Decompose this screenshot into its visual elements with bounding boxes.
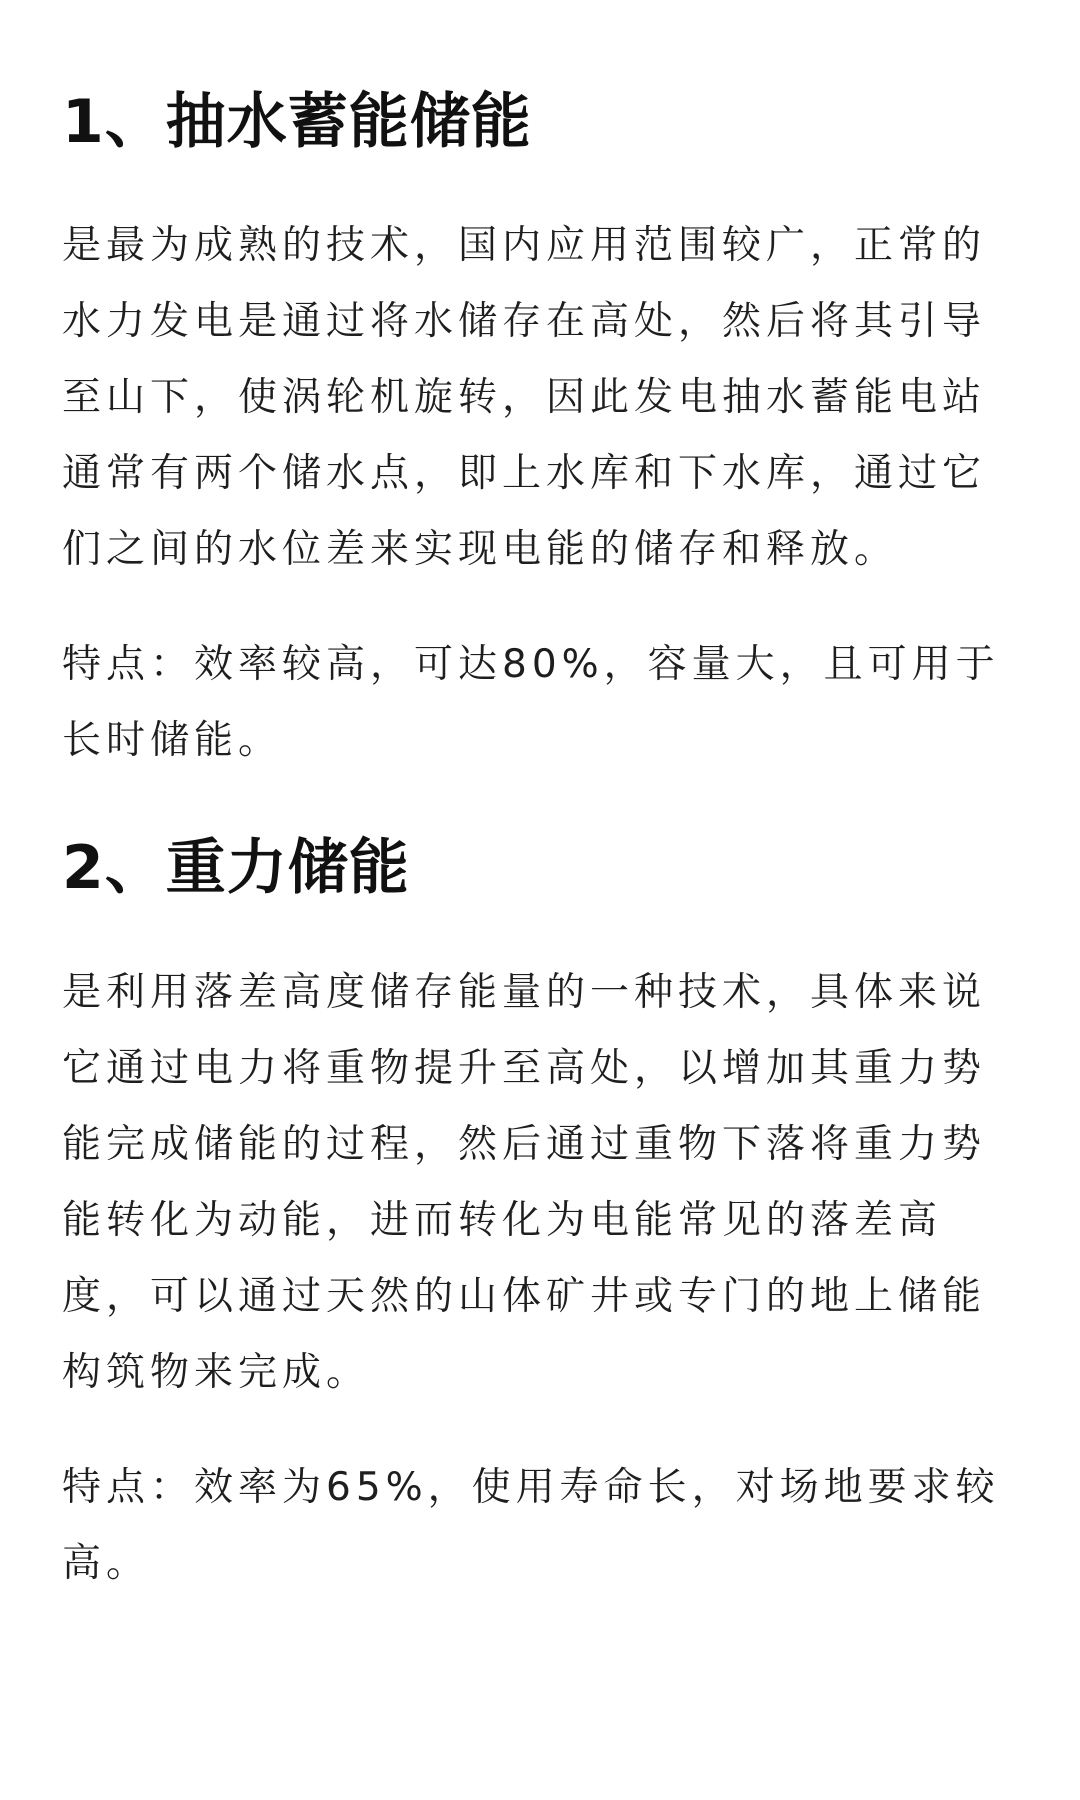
- section-body-pumped-storage: 是最为成熟的技术，国内应用范围较广，正常的水力发电是通过将水储存在高处，然后将其引导至山下，使涡轮机旋转，因此发电抽水蓄能电站通常有两个储水点，即上水库和下水库，通过它们之间的水位差来实现电能的储存和释放。: [62, 223, 987, 572]
- section-title-gravity-storage: 2、重力储能: [62, 833, 410, 903]
- section-body-gravity-storage: 是利用落差高度储存能量的一种技术，具体来说它通过电力将重物提升至高处，以增加其重力势能完成储能的过程，然后通过重物下落将重力势能转化为动能，进而转化为电能常见的落差高度，可以通过天然的山体矿井或专门的地上储能构筑物来完成。: [62, 970, 987, 1395]
- section-title-pumped-storage: 1、抽水蓄能储能: [62, 87, 532, 157]
- section-feature-gravity-storage: 特点：效率为65%，使用寿命长，对场地要求较高。: [62, 1465, 1000, 1586]
- section-feature-pumped-storage: 特点：效率较高，可达80%，容量大，且可用于长时储能。: [62, 642, 1000, 763]
